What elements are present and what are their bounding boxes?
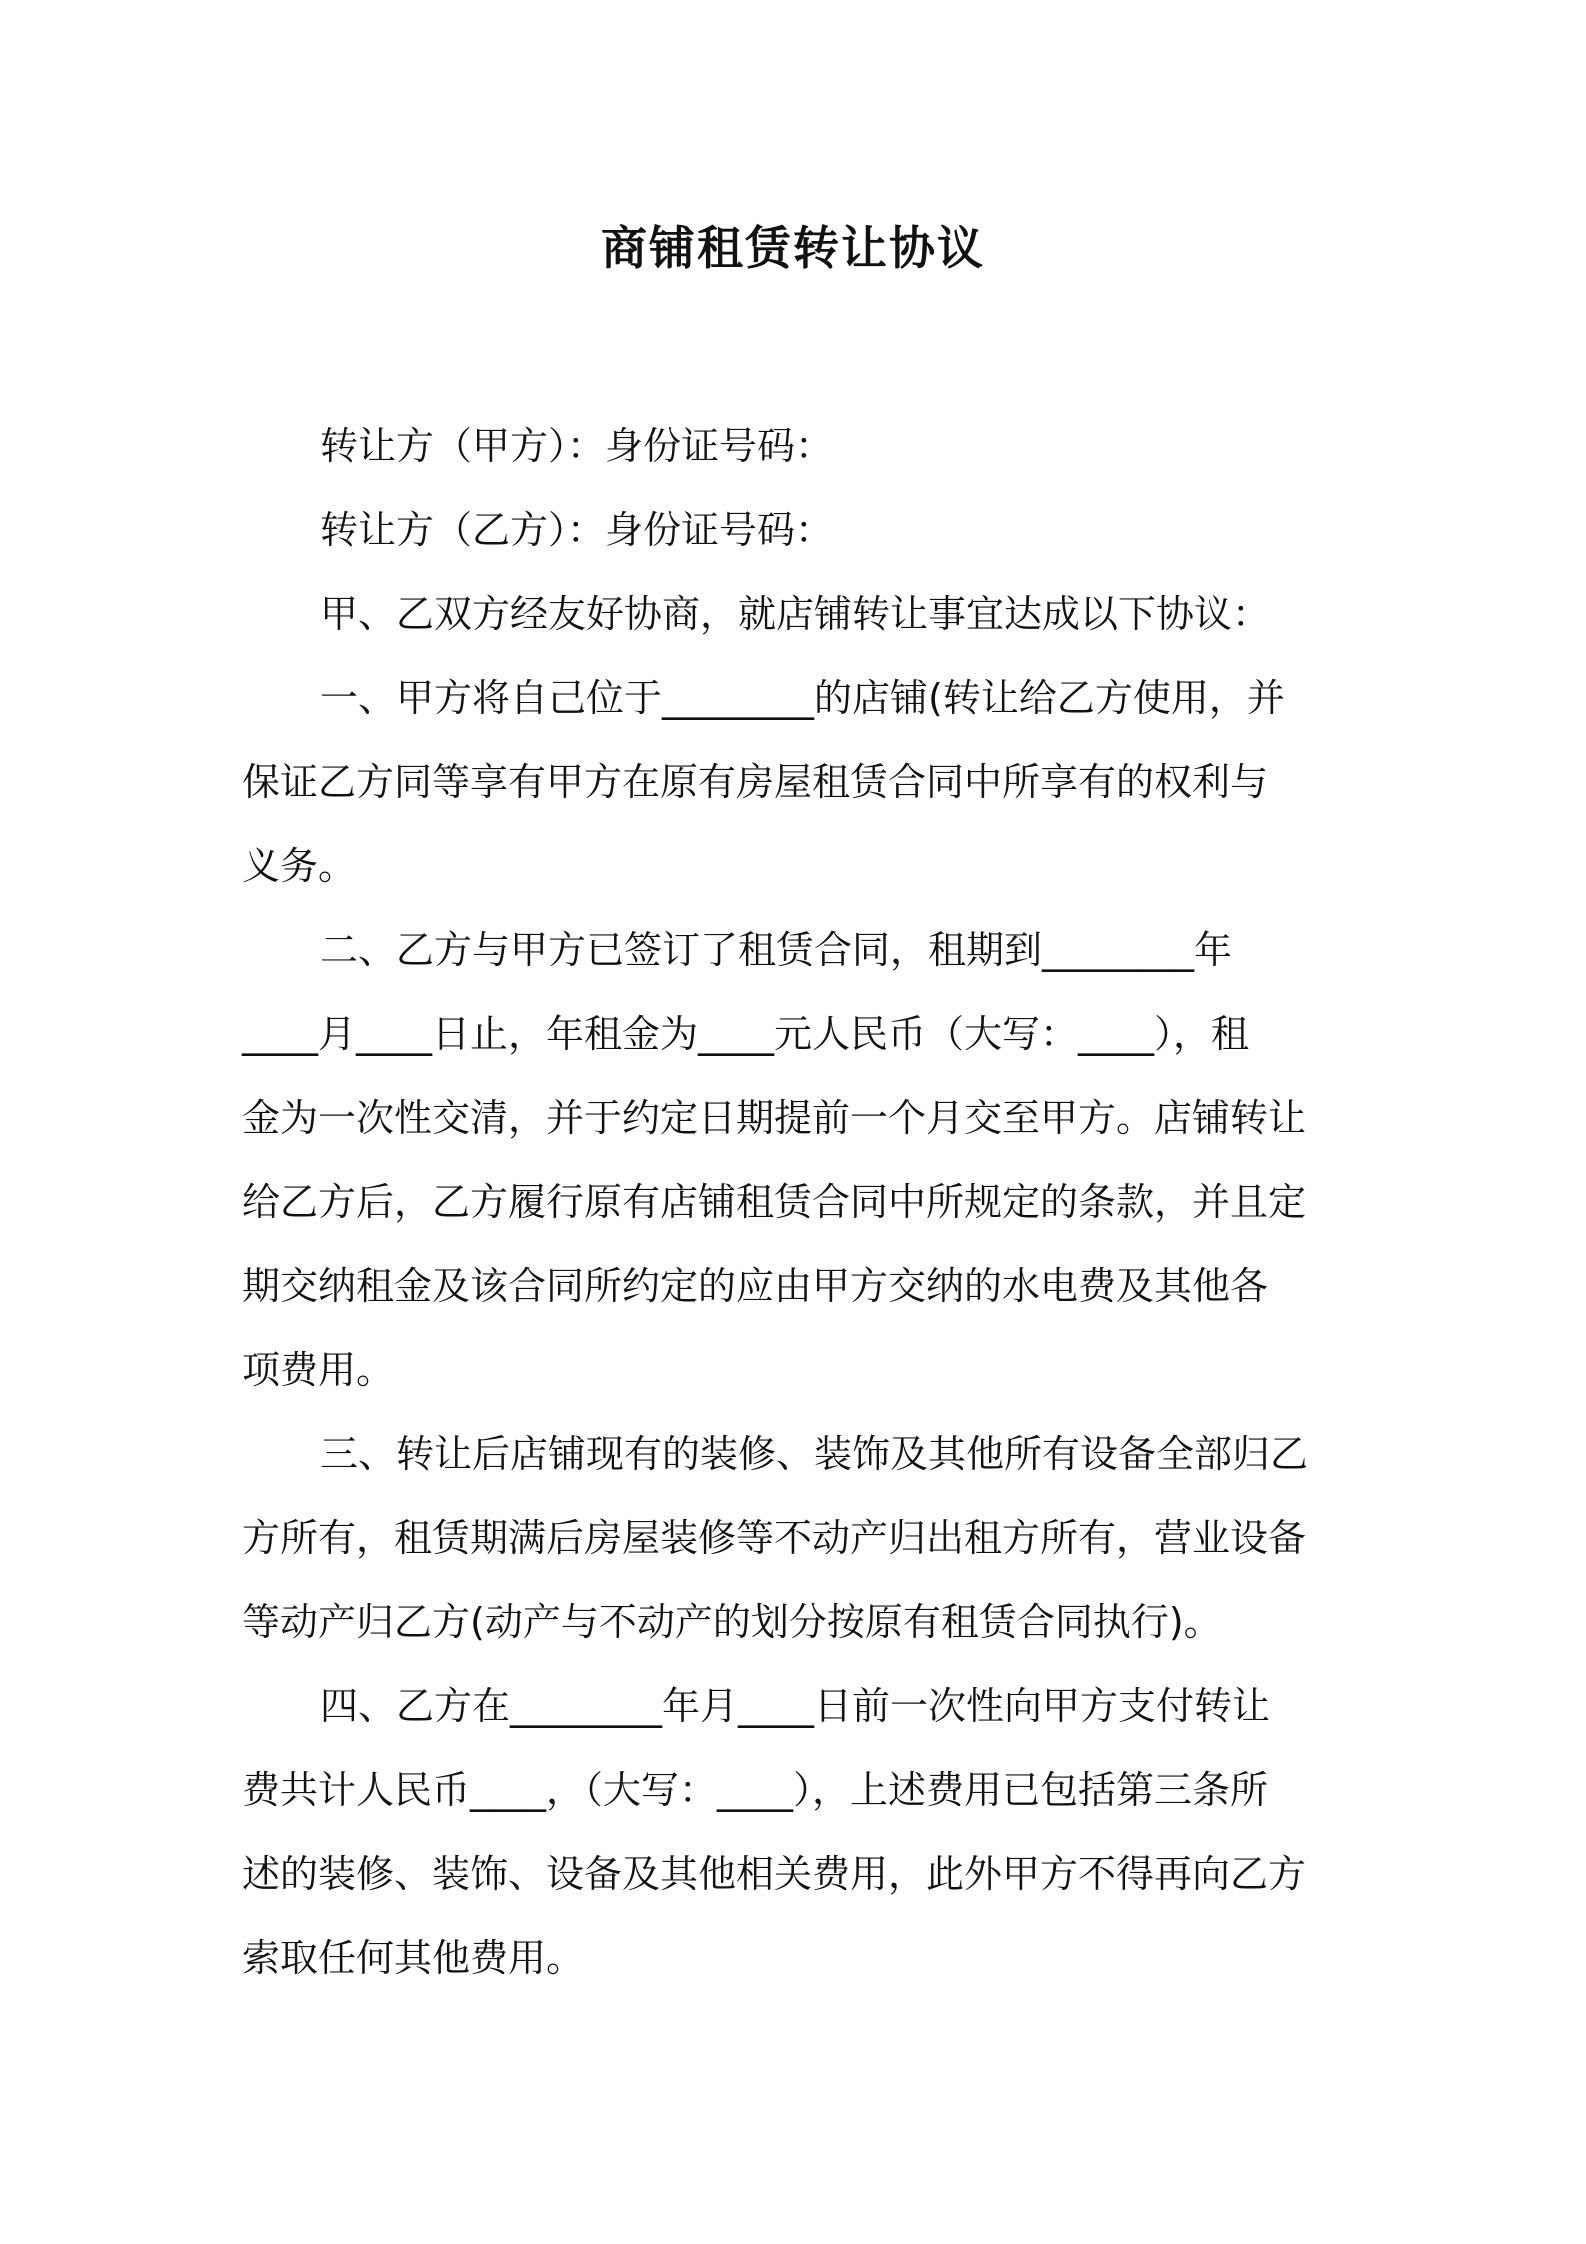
- party-a-line: 转让方（甲方）：身份证号码：: [320, 424, 834, 468]
- clause-2-line-2: ____月____日止，年租金为____元人民币（大写：____），租: [242, 1012, 1250, 1056]
- clause-2-line-4: 给乙方后，乙方履行原有店铺租赁合同中所规定的条款，并且定: [242, 1180, 1307, 1224]
- clause-2-line-3: 金为一次性交清，并于约定日期提前一个月交至甲方。店铺转让: [242, 1096, 1307, 1140]
- document-title: 商铺租赁转让协议: [601, 221, 985, 275]
- party-b-line: 转让方（乙方）：身份证号码：: [320, 508, 834, 552]
- clause-3-line-3: 等动产归乙方(动产与不动产的划分按原有租赁合同执行)。: [242, 1600, 1222, 1644]
- clause-4-line-4: 索取任何其他费用。: [242, 1936, 585, 1980]
- clause-2-line-6: 项费用。: [242, 1348, 395, 1392]
- document-body: [242, 404, 1352, 2000]
- clause-3-line-2: 方所有，租赁期满后房屋装修等不动产归出租方所有，营业设备: [242, 1516, 1307, 1560]
- clause-3-line-1: 三、转让后店铺现有的装修、装饰及其他所有设备全部归乙: [320, 1432, 1309, 1476]
- clause-2-line-5: 期交纳租金及该合同所约定的应由甲方交纳的水电费及其他各: [242, 1264, 1269, 1308]
- clause-2-line-1: 二、乙方与甲方已签订了租赁合同，租期到________年: [320, 928, 1233, 972]
- clause-1-line-1: 一、甲方将自己位于________的店铺(转让给乙方使用，并: [320, 676, 1285, 720]
- clause-4-line-2: 费共计人民币____，（大写：____），上述费用已包括第三条所: [242, 1768, 1269, 1812]
- intro-line: 甲、乙双方经友好协商，就店铺转让事宜达成以下协议：: [320, 592, 1271, 636]
- clause-1-line-2: 保证乙方同等享有甲方在原有房屋租赁合同中所享有的权利与: [242, 760, 1269, 804]
- clause-4-line-3: 述的装修、装饰、设备及其他相关费用，此外甲方不得再向乙方: [242, 1852, 1307, 1896]
- clause-4-line-1: 四、乙方在________年月____日前一次性向甲方支付转让: [320, 1684, 1271, 1728]
- clause-1-line-3: 义务。: [242, 844, 357, 888]
